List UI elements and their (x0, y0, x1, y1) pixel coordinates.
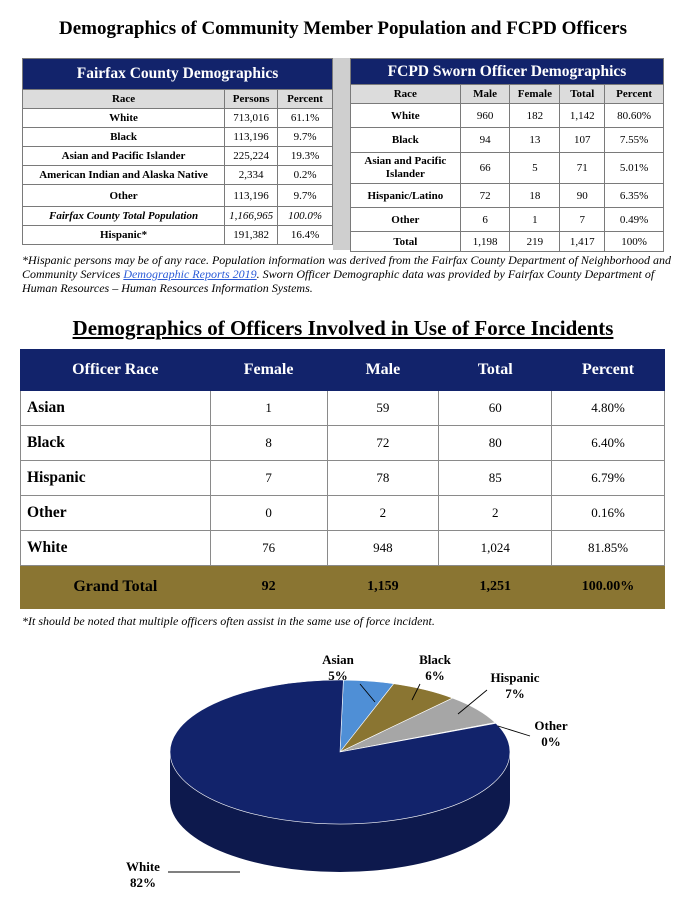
uof-grand-male: 1,159 (327, 566, 439, 609)
uof-row (21, 461, 665, 496)
sworn-row (351, 153, 664, 184)
sworn-race: Asian and Pacific Islander (351, 153, 461, 184)
sworn-race: Black (351, 128, 461, 153)
uof-percent: 6.79% (552, 461, 665, 496)
county-race: Other (23, 185, 225, 207)
uof-percent: 4.80% (552, 391, 665, 426)
uof-total: 60 (439, 391, 552, 426)
uof-total: 85 (439, 461, 552, 496)
source-note (22, 253, 677, 295)
county-percent: 0.2% (278, 166, 333, 185)
county-race: White (23, 109, 225, 128)
uof-row (21, 426, 665, 461)
uof-percent: 6.40% (552, 426, 665, 461)
uof-male: 78 (327, 461, 439, 496)
county-row (23, 109, 333, 128)
sworn-male: 72 (460, 184, 510, 208)
pie-label-percent: 82% (130, 875, 156, 890)
county-race: American Indian and Alaska Native (23, 166, 225, 185)
sworn-table-banner: FCPD Sworn Officer Demographics (351, 59, 664, 85)
county-persons: 713,016 (225, 109, 278, 128)
pie-label-percent: 0% (541, 734, 561, 749)
uof-header-male: Male (327, 350, 439, 391)
county-percent: 9.7% (278, 185, 333, 207)
uof-female: 0 (210, 496, 327, 531)
sworn-female: 219 (510, 232, 560, 252)
uof-header-percent: Percent (552, 350, 665, 391)
uof-header-race: Officer Race (21, 350, 211, 391)
uof-race: Hispanic (21, 461, 211, 496)
sworn-race: White (351, 104, 461, 128)
county-row (23, 207, 333, 226)
uof-female: 8 (210, 426, 327, 461)
uof-header-female: Female (210, 350, 327, 391)
sworn-header-total: Total (560, 85, 605, 104)
sworn-female: 182 (510, 104, 560, 128)
page-title: Demographics of Community Member Population and FCPD Officers (58, 18, 627, 39)
uof-grand-female: 92 (210, 566, 327, 609)
table-divider (333, 58, 350, 250)
county-persons: 225,224 (225, 147, 278, 166)
demographic-reports-link[interactable]: Demographic Reports 2019 (123, 267, 257, 281)
sworn-percent: 7.55% (605, 128, 664, 153)
pie-label-percent: 7% (505, 686, 525, 701)
county-header-persons: Persons (225, 90, 278, 109)
pie-label-name: Asian (322, 652, 354, 667)
sworn-female: 18 (510, 184, 560, 208)
source-note-text: *Hispanic persons may be of any race. Population information was derived from the Fairfax County Department of Neighborhood and Community Services (22, 253, 671, 281)
sworn-percent: 6.35% (605, 184, 664, 208)
sworn-percent: 80.60% (605, 104, 664, 128)
sworn-header-male: Male (460, 85, 510, 104)
sworn-row (351, 184, 664, 208)
pie-label-name: Black (419, 652, 451, 667)
county-persons: 2,334 (225, 166, 278, 185)
county-percent: 61.1% (278, 109, 333, 128)
uof-female: 1 (210, 391, 327, 426)
uof-female: 7 (210, 461, 327, 496)
uof-total: 80 (439, 426, 552, 461)
uof-title: Demographics of Officers Involved in Use of Force Incidents (72, 316, 614, 340)
county-persons: 113,196 (225, 128, 278, 147)
uof-male: 59 (327, 391, 439, 426)
use-of-force-table (20, 349, 665, 609)
sworn-total: 107 (560, 128, 605, 153)
county-percent: 100.0% (278, 207, 333, 226)
county-persons: 113,196 (225, 185, 278, 207)
sworn-total: 1,417 (560, 232, 605, 252)
uof-male: 2 (327, 496, 439, 531)
county-header-race: Race (23, 90, 225, 109)
sworn-female: 13 (510, 128, 560, 153)
sworn-male: 6 (460, 208, 510, 232)
uof-percent: 0.16% (552, 496, 665, 531)
county-percent: 19.3% (278, 147, 333, 166)
uof-grand-total-row (21, 566, 665, 609)
uof-row (21, 531, 665, 566)
county-persons: 1,166,965 (225, 207, 278, 226)
county-race: Asian and Pacific Islander (23, 147, 225, 166)
uof-grand-label: Grand Total (21, 566, 211, 609)
county-race: Hispanic* (23, 226, 225, 245)
county-race: Black (23, 128, 225, 147)
sworn-female: 1 (510, 208, 560, 232)
uof-race: White (21, 531, 211, 566)
uof-row (21, 496, 665, 531)
uof-female: 76 (210, 531, 327, 566)
sworn-total: 1,142 (560, 104, 605, 128)
uof-male: 72 (327, 426, 439, 461)
uof-grand-percent: 100.00% (552, 566, 665, 609)
uof-header-total: Total (439, 350, 552, 391)
uof-footnote: *It should be noted that multiple officers often assist in the same use of force incident. (22, 614, 435, 628)
county-race: Fairfax County Total Population (23, 207, 225, 226)
sworn-male: 94 (460, 128, 510, 153)
pie-label-name: White (126, 859, 160, 874)
county-row (23, 166, 333, 185)
uof-percent: 81.85% (552, 531, 665, 566)
pie-chart (0, 640, 686, 911)
county-table-banner: Fairfax County Demographics (23, 59, 333, 90)
uof-grand-total: 1,251 (439, 566, 552, 609)
sworn-header-percent: Percent (605, 85, 664, 104)
sworn-total: 90 (560, 184, 605, 208)
county-row (23, 128, 333, 147)
pie-label-percent: 5% (328, 668, 348, 683)
county-demographics-table (22, 58, 333, 245)
sworn-male: 66 (460, 153, 510, 184)
county-row (23, 185, 333, 207)
sworn-female: 5 (510, 153, 560, 184)
sworn-demographics-table (350, 58, 664, 252)
sworn-percent: 5.01% (605, 153, 664, 184)
sworn-row (351, 104, 664, 128)
sworn-race: Hispanic/Latino (351, 184, 461, 208)
sworn-header-race: Race (351, 85, 461, 104)
sworn-row (351, 128, 664, 153)
county-header-percent: Percent (278, 90, 333, 109)
sworn-row (351, 208, 664, 232)
sworn-total: 7 (560, 208, 605, 232)
sworn-percent: 0.49% (605, 208, 664, 232)
county-row (23, 147, 333, 166)
uof-race: Asian (21, 391, 211, 426)
sworn-race: Total (351, 232, 461, 252)
uof-total: 2 (439, 496, 552, 531)
uof-race: Black (21, 426, 211, 461)
county-percent: 9.7% (278, 128, 333, 147)
county-row (23, 226, 333, 245)
uof-total: 1,024 (439, 531, 552, 566)
sworn-row (351, 232, 664, 252)
pie-label-percent: 6% (425, 668, 445, 683)
uof-male: 948 (327, 531, 439, 566)
pie-label-name: Hispanic (490, 670, 540, 685)
pie-label-name: Other (534, 718, 568, 733)
sworn-percent: 100% (605, 232, 664, 252)
sworn-male: 1,198 (460, 232, 510, 252)
county-percent: 16.4% (278, 226, 333, 245)
sworn-male: 960 (460, 104, 510, 128)
sworn-race: Other (351, 208, 461, 232)
uof-row (21, 391, 665, 426)
uof-race: Other (21, 496, 211, 531)
county-persons: 191,382 (225, 226, 278, 245)
source-note-text-end: . Sworn Officer Demographic data was provided by Fairfax County Department of Human Resources – Human Resources Information Systems. (22, 267, 655, 295)
sworn-header-female: Female (510, 85, 560, 104)
sworn-total: 71 (560, 153, 605, 184)
